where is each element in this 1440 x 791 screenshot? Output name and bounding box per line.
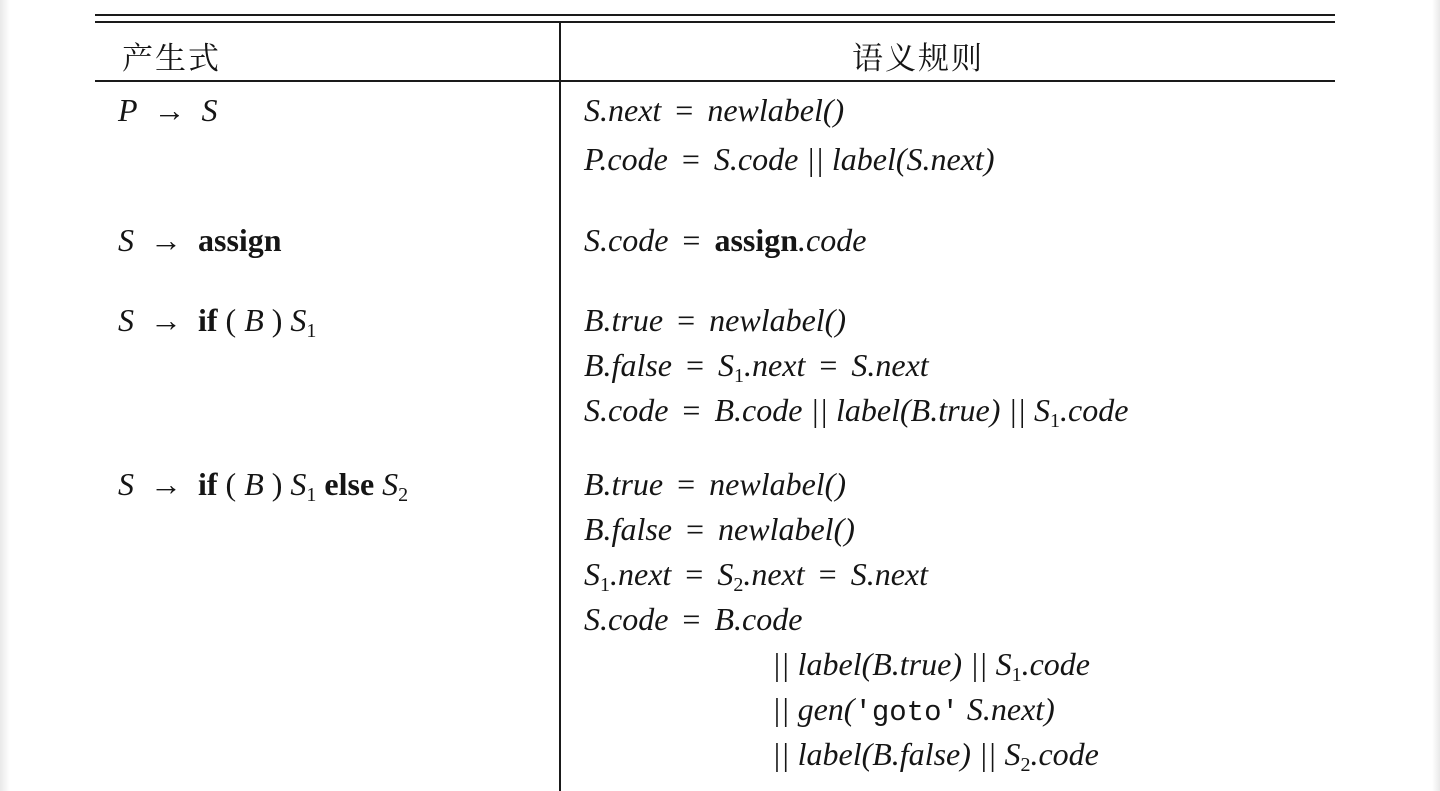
production-row-3: S → if ( B ) $S_1$ <box>118 302 317 342</box>
production-row-4: S → if ( B ) $S_1$ else $S_2$ <box>118 466 409 506</box>
rule-row-4-line-6: || gen('goto' S.next) <box>772 691 1055 729</box>
rule-row-3-line-1: B.true = newlabel() <box>584 302 846 338</box>
header-semantic-rules: 语义规则 <box>852 41 984 77</box>
top-rule-1 <box>95 14 1335 16</box>
page-edge-left <box>0 0 10 791</box>
header-production: 产生式 <box>122 41 221 77</box>
rule-row-4-line-2: B.false = newlabel() <box>584 511 855 547</box>
rule-row-2-line-1: S.code = assign.code <box>584 222 867 258</box>
top-rule-2 <box>95 21 1335 23</box>
rule-row-3-line-2: B.false = $S_1.next$ = S.next <box>584 347 929 387</box>
column-divider <box>559 23 561 791</box>
rule-row-4-line-1: B.true = newlabel() <box>584 466 846 502</box>
rule-row-1-line-2: P.code = S.code || label(S.next) <box>584 141 995 177</box>
page-edge-right <box>1432 0 1440 791</box>
rule-row-4-line-5: || label(B.true) || $S_1.code$ <box>772 646 1090 686</box>
rule-row-4-line-3: $S_1.next$ = $S_2.next$ = S.next <box>584 556 928 596</box>
production-row-1: P → S <box>118 92 218 128</box>
production-row-2: S → assign <box>118 222 282 258</box>
rule-row-4-line-4: S.code = B.code <box>584 601 803 637</box>
header-rule <box>95 80 1335 82</box>
rule-row-4-line-7: || label(B.false) || $S_2.code$ <box>772 736 1099 776</box>
rule-row-1-line-1: S.next = newlabel() <box>584 92 845 128</box>
rule-row-3-line-3: S.code = B.code || label(B.true) || $S_1.code$ <box>584 392 1129 432</box>
